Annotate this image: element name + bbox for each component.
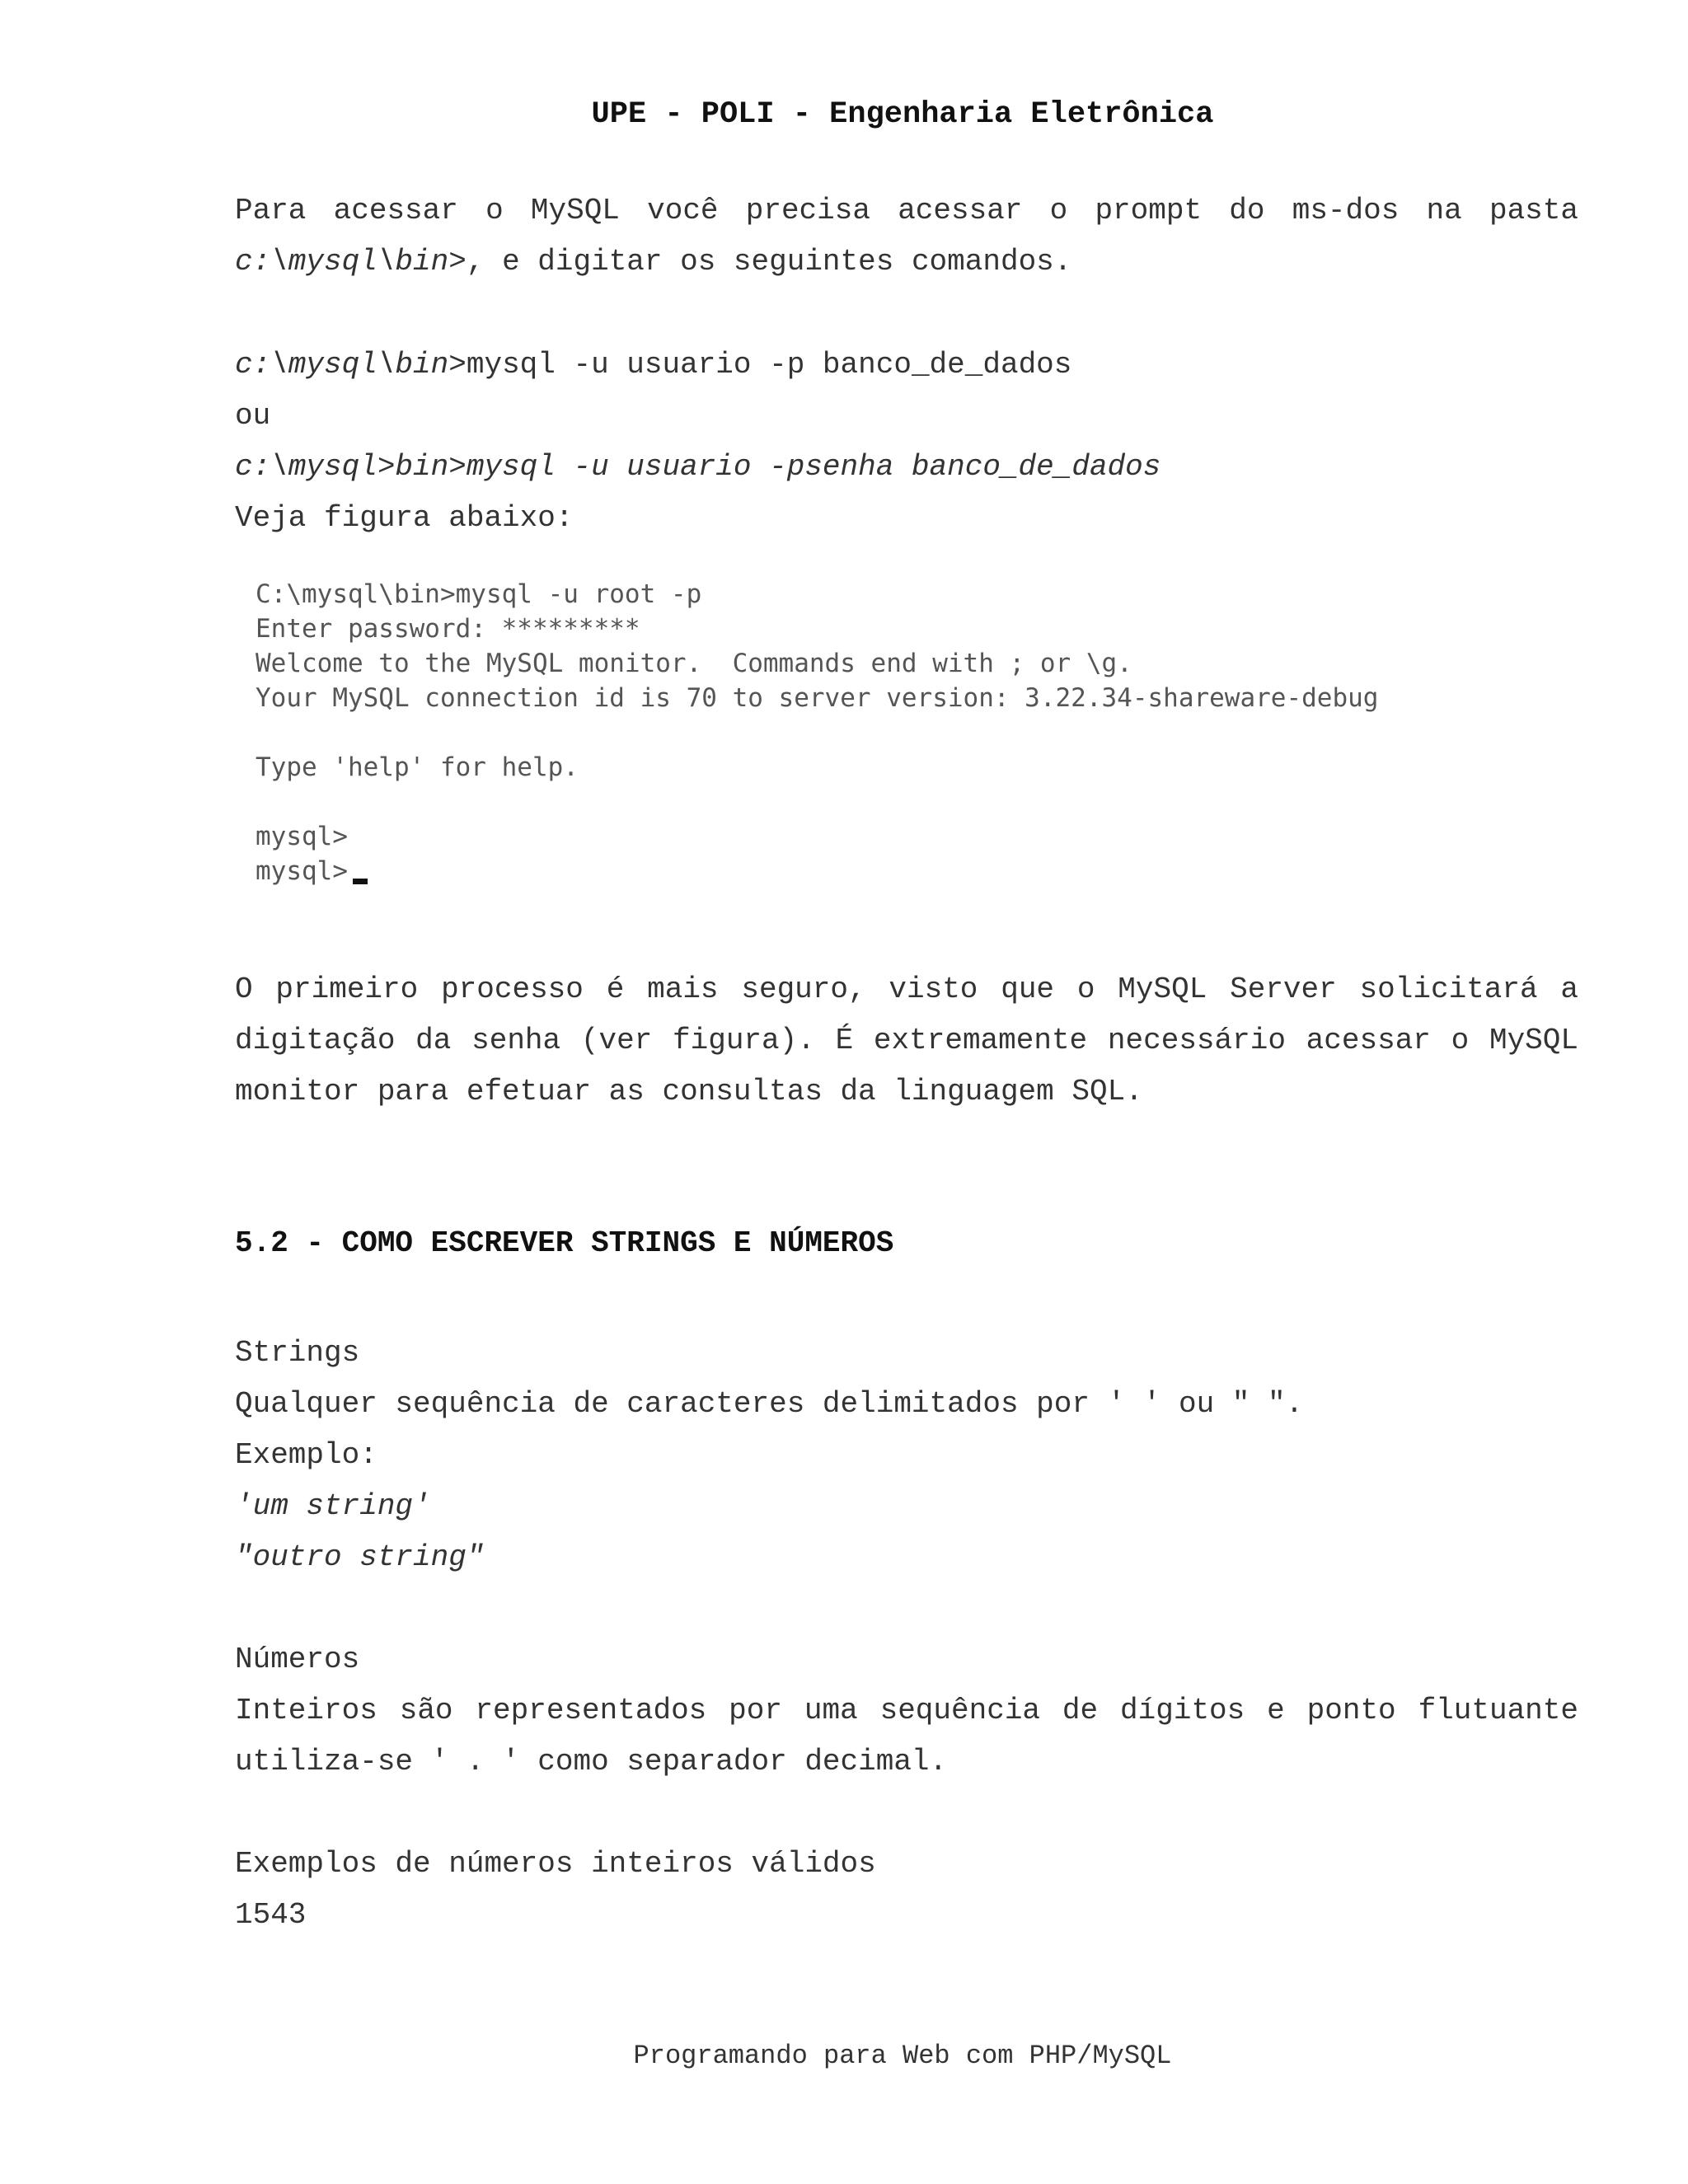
section-title: 5.2 - COMO ESCREVER STRINGS E NÚMEROS: [235, 1226, 894, 1260]
numbers-line-1: Inteiros são representados por uma sequência de dígitos e ponto flutuante: [235, 1694, 1578, 1727]
command-1: [235, 340, 1578, 391]
explanation-line-3: monitor para efetuar as consultas da linguagem SQL.: [235, 1075, 1143, 1108]
see-figure-text: Veja figura abaixo:: [235, 501, 574, 535]
page-header-title: UPE - POLI - Engenharia Eletrônica: [591, 97, 1214, 132]
terminal-line-4: Your MySQL connection id is 70 to server version: 3.22.34-shareware-debug: [256, 683, 1379, 713]
intro-paragraph: [235, 185, 1578, 288]
terminal-figure: [256, 577, 1378, 888]
commands-block: [235, 340, 1578, 544]
strings-description: Qualquer sequência de caracteres delimitados por ' ' ou " ".: [235, 1387, 1304, 1421]
intro-line-2: [235, 237, 1578, 288]
terminal-help-line: Type 'help' for help.: [256, 752, 579, 782]
terminal-gap: [256, 785, 1378, 819]
intro-line-1: Para acessar o MySQL você precisa acessar o prompt do ms-dos na pasta: [235, 194, 1578, 227]
numbers-heading: Números: [235, 1643, 360, 1676]
intro-line-2-rest: , e digitar os seguintes comandos.: [466, 245, 1072, 279]
terminal-line-1: C:\mysql\bin>mysql -u root -p: [256, 579, 702, 609]
terminal-gap: [256, 715, 1378, 750]
strings-example-1: 'um string': [235, 1489, 431, 1523]
or-text: ou: [235, 399, 271, 433]
valid-int-example: 1543: [235, 1898, 307, 1932]
terminal-line-2: Enter password: *********: [256, 614, 640, 644]
intro-path: c:\mysql\bin>: [235, 245, 467, 279]
explanation-paragraph: [235, 964, 1578, 1118]
terminal-prompt-1: mysql>: [256, 822, 348, 851]
command-1-rest: mysql -u usuario -p banco_de_dados: [466, 348, 1072, 382]
command-2: c:\mysql>bin>mysql -u usuario -psenha banco_de_dados: [235, 450, 1161, 484]
valid-int-heading: Exemplos de números inteiros válidos: [235, 1847, 876, 1881]
numbers-spacer: [235, 1788, 1578, 1839]
terminal-line-3: Welcome to the MySQL monitor. Commands end with ; or \g.: [256, 649, 1132, 678]
terminal-prompt-2: [256, 854, 1378, 888]
page-footer: Programando para Web com PHP/MySQL: [633, 2041, 1172, 2071]
terminal-prompt-2-text: mysql>: [256, 856, 348, 886]
numbers-line-2: utiliza-se ' . ' como separador decimal.: [235, 1745, 948, 1779]
strings-example-2: "outro string": [235, 1540, 485, 1574]
numbers-block: [235, 1634, 1578, 1941]
strings-block: [235, 1328, 1578, 1583]
strings-example-label: Exemplo:: [235, 1438, 377, 1472]
command-1-path: c:\mysql\bin>: [235, 348, 467, 382]
explanation-line-2: digitação da senha (ver figura). É extremamente necessário acessar o MySQL: [235, 1024, 1578, 1057]
terminal-cursor: [353, 879, 368, 884]
strings-heading: Strings: [235, 1336, 360, 1370]
explanation-line-1: O primeiro processo é mais seguro, visto que o MySQL Server solicitará a: [235, 972, 1578, 1006]
